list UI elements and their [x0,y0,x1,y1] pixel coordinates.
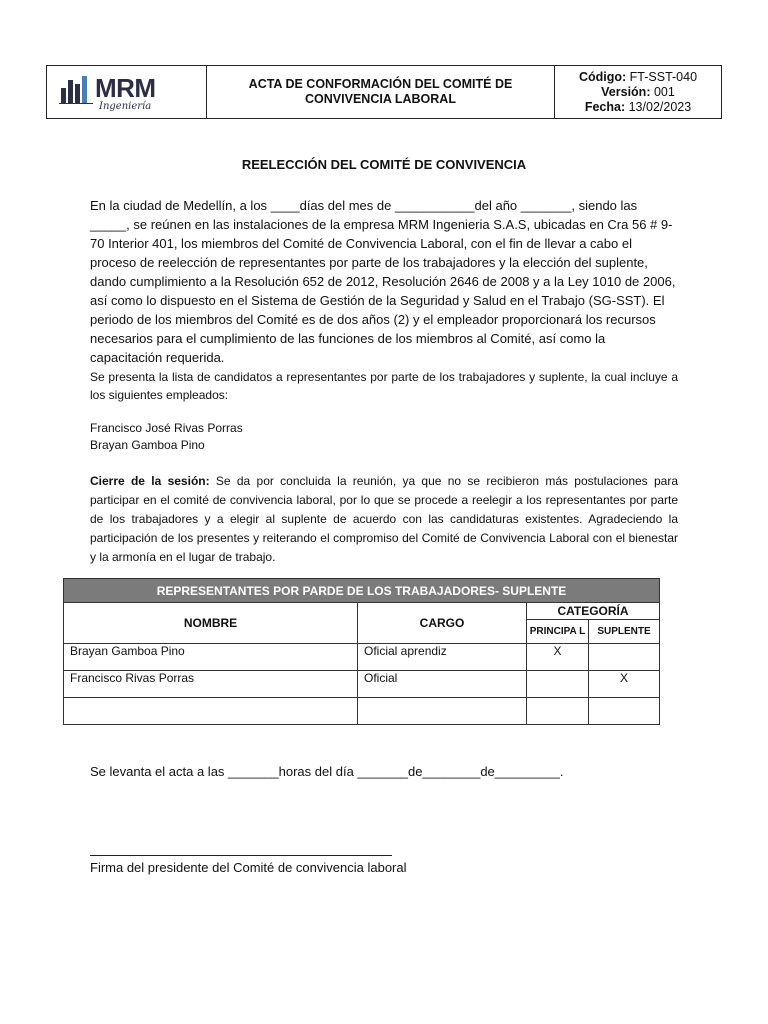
table-cell-suplente [589,644,660,671]
table-cell-suplente: X [589,671,660,698]
candidate-list [90,420,243,454]
col-header-name: NOMBRE [64,603,358,644]
table-cell-name [64,698,358,725]
logo-text: MRM [95,73,156,103]
intro-paragraph: En la ciudad de Medellín, a los ____días del mes de ___________del año _______, siendo las _____, se reúnen en las instalaciones de la empresa MRM Ingenieria S.A.S, ubicadas en Cra 56 # 9-70 Interior 401, los miembros del Comité de Convivencia Laboral, con el fin de llevar a cabo el proceso de reelección de representantes por parte de los trabajadores y la elección del suplente, dando cumplimiento a la Resolución 652 de 2012, Resolución 2646 de 2008 y a la Ley 1010 de 2006, así como lo dispuesto en el Sistema de Gestión de la Seguridad y Salud en el Trabajo (SG-SST). El periodo de los miembros del Comité es de dos años (2) y el empleador proporcionará los recursos necesarios para el cumplimiento de las funciones de los miembros al Comité, así como la capacitación requerida. [90,198,676,365]
logo-cell [47,66,207,118]
representatives-table [63,578,660,725]
table-cell-principal: X [527,644,589,671]
col-header-category: CATEGORÍA [527,603,660,620]
version-label: Versión: [601,84,651,99]
table-cell-role: Oficial [358,671,527,698]
form-code-block [555,66,721,118]
closing-label: Cierre de la sesión: [90,474,210,488]
closing-text: Se da por concluida la reunión, ya que no se recibieron más postulaciones para participar en el comité de convivencia laboral, por lo que se procede a reelegir a los representantes por parte de los trabajadores y a elegir al suplente de acuerdo con las candidaturas existentes. Agradeciendo la participación de los presentes y reiterando el compromiso del Comité de Convivencia Laboral con el bienestar y la armonía en el lugar de trabajo. [90,474,678,564]
form-title [207,66,555,118]
signature-line [90,855,392,856]
date-label: Fecha: [584,99,626,114]
subheader-principal: PRINCIPA L [527,620,589,644]
closing-paragraph [90,472,678,567]
version-row [601,85,675,100]
logo-subtext: Ingeniería [99,101,152,112]
candidate-item: Francisco José Rivas Porras [90,421,243,435]
table-cell-name: Francisco Rivas Porras [64,671,358,698]
subheader-suplente: SUPLENTE [589,620,660,644]
code-label: Código: [578,69,627,84]
table-cell-principal [527,698,589,725]
date-row [585,100,691,115]
table-cell-name: Brayan Gamboa Pino [64,644,358,671]
candidate-item: Brayan Gamboa Pino [90,438,205,452]
table-cell-role [358,698,527,725]
date-value: 13/02/2023 [628,99,692,114]
document-title: REELECCIÓN DEL COMITÉ DE CONVIVENCIA [241,157,527,172]
candidates-intro: Se presenta la lista de candidatos a representantes por parte de los trabajadores y suplente, la cual incluye a los siguientes empleados: [90,370,678,402]
version-value: 001 [653,84,675,99]
table-cell-suplente [589,698,660,725]
document-header [46,65,722,119]
code-value: FT-SST-040 [629,69,698,84]
table-cell-principal [527,671,589,698]
form-title-line2: CONVIVENCIA LABORAL [305,92,456,106]
building-logo-icon [59,74,93,104]
code-row [579,70,697,85]
form-title-line1: ACTA DE CONFORMACIÓN DEL COMITÉ DE [248,77,513,91]
signature-label: Firma del presidente del Comité de convivencia laboral [90,860,407,875]
table-title: REPRESENTANTES POR PARDE DE LOS TRABAJADORES- SUPLENTE [64,579,660,603]
table-cell-role: Oficial aprendiz [358,644,527,671]
col-header-role: CARGO [358,603,527,644]
closing-line: Se levanta el acta a las _______horas del día _______de________de_________. [90,764,564,779]
